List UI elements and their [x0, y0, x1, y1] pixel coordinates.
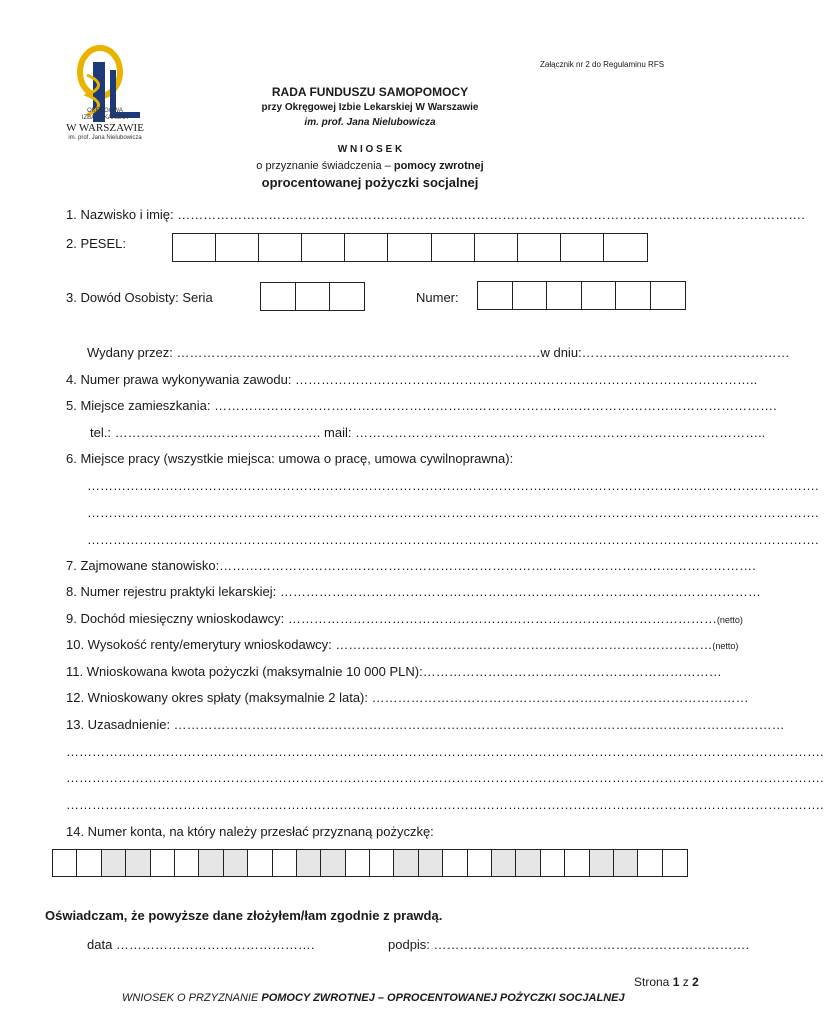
account-cell[interactable] [370, 850, 394, 876]
netto-note: (netto) [716, 615, 743, 625]
account-cell[interactable] [297, 850, 321, 876]
footer-doc-bold: POMOCY ZWROTNEJ – OPROCENTOWANEJ POŻYCZKI SOCJALNEJ [261, 992, 625, 1004]
netto-note: (netto) [712, 641, 739, 651]
id-series-input[interactable] [260, 282, 365, 311]
account-cell[interactable] [126, 850, 150, 876]
id-number-cell[interactable] [616, 282, 651, 309]
pesel-cell[interactable] [475, 234, 518, 261]
account-cell[interactable] [199, 850, 223, 876]
field-repayment-period[interactable]: 12. Wnioskowany okres spłaty (maksymalnie 2 lata): …………………………………………………………………………… [66, 690, 749, 705]
account-cell[interactable] [321, 850, 345, 876]
id-series-cell[interactable] [261, 283, 296, 310]
field-justification-line[interactable]: …………………………………………………………………………………………………………………………………………………………. [66, 744, 824, 759]
field-license-number[interactable]: 4. Numer prawa wykonywania zawodu: …………………………………………………………………………………………….. [66, 372, 758, 387]
account-cell[interactable] [53, 850, 77, 876]
account-cell[interactable] [541, 850, 565, 876]
field-name[interactable]: 1. Nazwisko i imię: ………………………………………………………………………………………………………………………………. [66, 207, 805, 222]
footer-doc-prefix: WNIOSEK O PRZYZNANIE [122, 992, 262, 1004]
pesel-cell[interactable] [561, 234, 604, 261]
pesel-input[interactable] [172, 233, 648, 262]
field-workplace-label: 6. Miejsce pracy (wszystkie miejsca: umowa o pracę, umowa cywilnoprawna): [66, 451, 514, 466]
page-mid: z [679, 975, 693, 989]
logo-line-2: IZBA LEKARSKA [81, 115, 129, 121]
pesel-cell[interactable] [259, 234, 302, 261]
pesel-cell[interactable] [432, 234, 475, 261]
account-cell[interactable] [77, 850, 101, 876]
pesel-cell[interactable] [302, 234, 345, 261]
account-cell[interactable] [102, 850, 126, 876]
pesel-cell[interactable] [216, 234, 259, 261]
declaration: Oświadczam, że powyższe dane złożyłem/łam zgodnie z prawdą. [45, 908, 443, 923]
signature-field[interactable]: podpis: ………………………………………………………………. [388, 937, 750, 952]
account-cell[interactable] [663, 850, 687, 876]
account-cell[interactable] [346, 850, 370, 876]
purpose-bold: pomocy zwrotnej [393, 160, 484, 172]
request-purpose [200, 160, 540, 172]
field-id-series-label: 3. Dowód Osobisty: Seria [66, 290, 213, 305]
field-issued-by[interactable]: Wydany przez: …………………………………………………………………………w dniu:………………………………………… [87, 345, 790, 360]
request-purpose-line2: oprocentowanej pożyczki socjalnej [261, 175, 479, 190]
field-justification[interactable]: 13. Uzasadnienie: …………………………………………………………………………………………………………………………… [66, 717, 785, 732]
monthly-income-label: 9. Dochód miesięczny wnioskodawcy: ……………………………………………………………………………………… [66, 611, 717, 626]
header-subtitle: przy Okręgowej Izbie Lekarskiej W Warszawie [261, 102, 479, 113]
account-cell[interactable] [394, 850, 418, 876]
id-number-cell[interactable] [651, 282, 685, 309]
pesel-cell[interactable] [518, 234, 561, 261]
account-cell[interactable] [516, 850, 540, 876]
id-series-cell[interactable] [296, 283, 331, 310]
logo-line-1: OKRĘGOWA [87, 108, 123, 114]
account-cell[interactable] [614, 850, 638, 876]
account-cell[interactable] [224, 850, 248, 876]
account-cell[interactable] [248, 850, 272, 876]
page-current: 1 [672, 975, 680, 989]
field-pension[interactable] [66, 637, 738, 652]
date-field[interactable]: data ………………………………………. [87, 937, 315, 952]
pesel-cell[interactable] [604, 234, 647, 261]
account-cell[interactable] [175, 850, 199, 876]
field-justification-line[interactable]: …………………………………………………………………………………………………………………………………………………………. [66, 770, 824, 785]
pesel-cell[interactable] [173, 234, 216, 261]
account-cell[interactable] [492, 850, 516, 876]
account-cell[interactable] [565, 850, 589, 876]
header-title: RADA FUNDUSZU SAMOPOMOCY [271, 85, 469, 99]
page-number [634, 975, 699, 989]
field-monthly-income[interactable] [66, 611, 743, 626]
pension-label: 10. Wysokość renty/emerytury wnioskodawcy: …………………………………………………………………………… [66, 637, 713, 652]
id-series-cell[interactable] [330, 283, 364, 310]
field-phone-mail[interactable]: tel.: …………………..……………………. mail: ………………………………………………………………………………….. [90, 425, 766, 440]
logo-patron: im. prof. Jana Nielubowicza [68, 135, 142, 141]
field-pesel-label: 2. PESEL: [66, 236, 126, 251]
logo-text [55, 108, 155, 122]
account-cell[interactable] [638, 850, 662, 876]
field-account-label: 14. Numer konta, na który należy przesłać przyznaną pożyczkę: [66, 824, 434, 839]
field-workplace-line[interactable]: ……………………………………………………………………………………………………………………………………………………. [87, 532, 819, 547]
page-prefix: Strona [634, 975, 673, 989]
logo-city: W WARSZAWIE [66, 122, 144, 134]
field-loan-amount[interactable]: 11. Wnioskowana kwota pożyczki (maksymalnie 10 000 PLN):…………………………………………………………… [66, 664, 722, 679]
purpose-prefix: o przyznanie świadczenia – [256, 160, 394, 172]
field-workplace-line[interactable]: ……………………………………………………………………………………………………………………………………………………. [87, 478, 819, 493]
account-cell[interactable] [468, 850, 492, 876]
id-number-cell[interactable] [582, 282, 617, 309]
field-id-number-label: Numer: [416, 290, 459, 305]
pesel-cell[interactable] [388, 234, 431, 261]
field-workplace-line[interactable]: ……………………………………………………………………………………………………………………………………………………. [87, 505, 819, 520]
field-registry-number[interactable]: 8. Numer rejestru praktyki lekarskiej: ………………………………………………………………………………………………… [66, 584, 761, 599]
attachment-note: Załącznik nr 2 do Regulaminu RFS [540, 60, 665, 69]
page-total: 2 [692, 975, 699, 989]
field-justification-line[interactable]: …………………………………………………………………………………………………………………………………………………………. [66, 797, 824, 812]
pesel-cell[interactable] [345, 234, 388, 261]
account-number-input[interactable] [52, 849, 688, 877]
footer-doc-title [122, 992, 625, 1004]
id-number-cell[interactable] [478, 282, 513, 309]
header-patron: im. prof. Jana Nielubowicza [304, 117, 436, 128]
field-position[interactable]: 7. Zajmowane stanowisko:……………………………………………………………………………………………………………. [66, 558, 756, 573]
account-cell[interactable] [590, 850, 614, 876]
account-cell[interactable] [151, 850, 175, 876]
id-number-cell[interactable] [513, 282, 548, 309]
account-cell[interactable] [443, 850, 467, 876]
account-cell[interactable] [273, 850, 297, 876]
field-residence[interactable]: 5. Miejsce zamieszkania: …………………………………………………………………………………………………………………. [66, 398, 777, 413]
document-type: W N I O S E K [337, 144, 403, 155]
account-cell[interactable] [419, 850, 443, 876]
id-number-input[interactable] [477, 281, 686, 310]
id-number-cell[interactable] [547, 282, 582, 309]
